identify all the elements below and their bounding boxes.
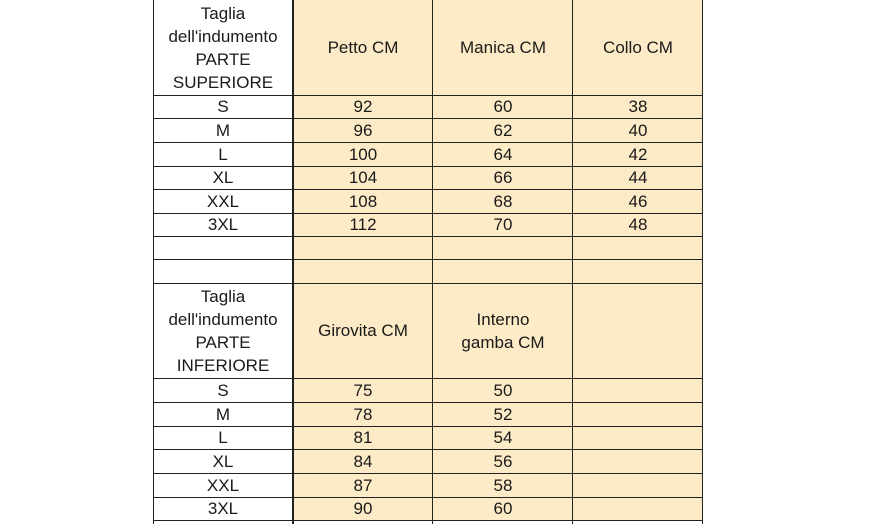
table-cell: 78 [293,402,433,426]
grid-line [153,166,703,167]
table-row-size: L [218,428,228,447]
grid-line [153,426,703,427]
table-cell: 50 [433,378,573,402]
grid-line [153,259,703,260]
table-cell [573,378,703,402]
lower-col-header [573,283,703,378]
table-cell: 104 [293,166,433,189]
grid-line [153,118,703,119]
table-cell: 70 [433,213,573,236]
table-cell: 58 [433,473,573,497]
grid-line [153,402,703,403]
table-cell [573,402,703,426]
grid-line [153,520,703,521]
table-cell: 68 [433,189,573,213]
table-cell: 108 [293,189,433,213]
table-cell: 44 [573,166,703,189]
grid-line [153,95,703,96]
table-cell: 60 [433,497,573,520]
grid-line [153,213,703,214]
grid-line [153,473,703,474]
table-cell: 38 [573,95,703,118]
table-row-size: M [215,120,231,140]
table-cell: 52 [433,402,573,426]
table-cell: 48 [573,213,703,236]
table-row-size: M [215,404,231,424]
upper-col-header: Collo CM [573,0,703,95]
table-row-size: S [217,97,229,116]
grid-line [153,378,703,379]
grid-line [702,0,703,524]
table-cell: 81 [293,426,433,449]
table-cell: 60 [433,95,573,118]
upper-col-header: Manica CM [433,0,573,95]
table-row-size: XL [212,451,234,471]
upper-size-header: Taglia dell'indumento PARTE SUPERIORE [168,3,278,92]
table-cell [573,473,703,497]
lower-col-header: Girovita CM [293,283,433,378]
table-cell [573,426,703,449]
table-cell: 75 [293,378,433,402]
table-cell: 100 [293,142,433,166]
grid-line [153,189,703,190]
table-cell: 66 [433,166,573,189]
grid-line [572,0,573,524]
table-row-size: XXL [206,475,240,495]
grid-line [153,283,703,284]
grid-line [153,497,703,498]
grid-line [153,236,703,237]
table-row-size: XL [212,168,234,187]
grid-line [153,142,703,143]
table-cell [573,497,703,520]
lower-size-header: Taglia dell'indumento PARTE INFERIORE [168,286,278,375]
table-row-size: L [218,144,228,164]
table-cell: 92 [293,95,433,118]
table-cell: 62 [433,118,573,142]
table-row-size: S [217,380,229,400]
table-cell: 96 [293,118,433,142]
table-cell [573,449,703,473]
grid-line [432,0,433,524]
grid-line [153,449,703,450]
lower-col-header: Interno gamba CM [433,283,573,378]
table-row-size: 3XL [207,215,239,234]
table-cell: 112 [293,213,433,236]
upper-col-header: Petto CM [293,0,433,95]
table-cell: 84 [293,449,433,473]
table-cell: 40 [573,118,703,142]
table-row-size: 3XL [207,499,239,518]
size-chart-table [153,0,703,524]
table-cell: 46 [573,189,703,213]
table-cell: 42 [573,142,703,166]
table-cell: 64 [433,142,573,166]
grid-line [153,0,154,524]
table-cell: 54 [433,426,573,449]
table-row-size: XXL [206,191,240,211]
grid-line [292,0,294,524]
table-cell: 56 [433,449,573,473]
table-cell: 90 [293,497,433,520]
table-cell: 87 [293,473,433,497]
